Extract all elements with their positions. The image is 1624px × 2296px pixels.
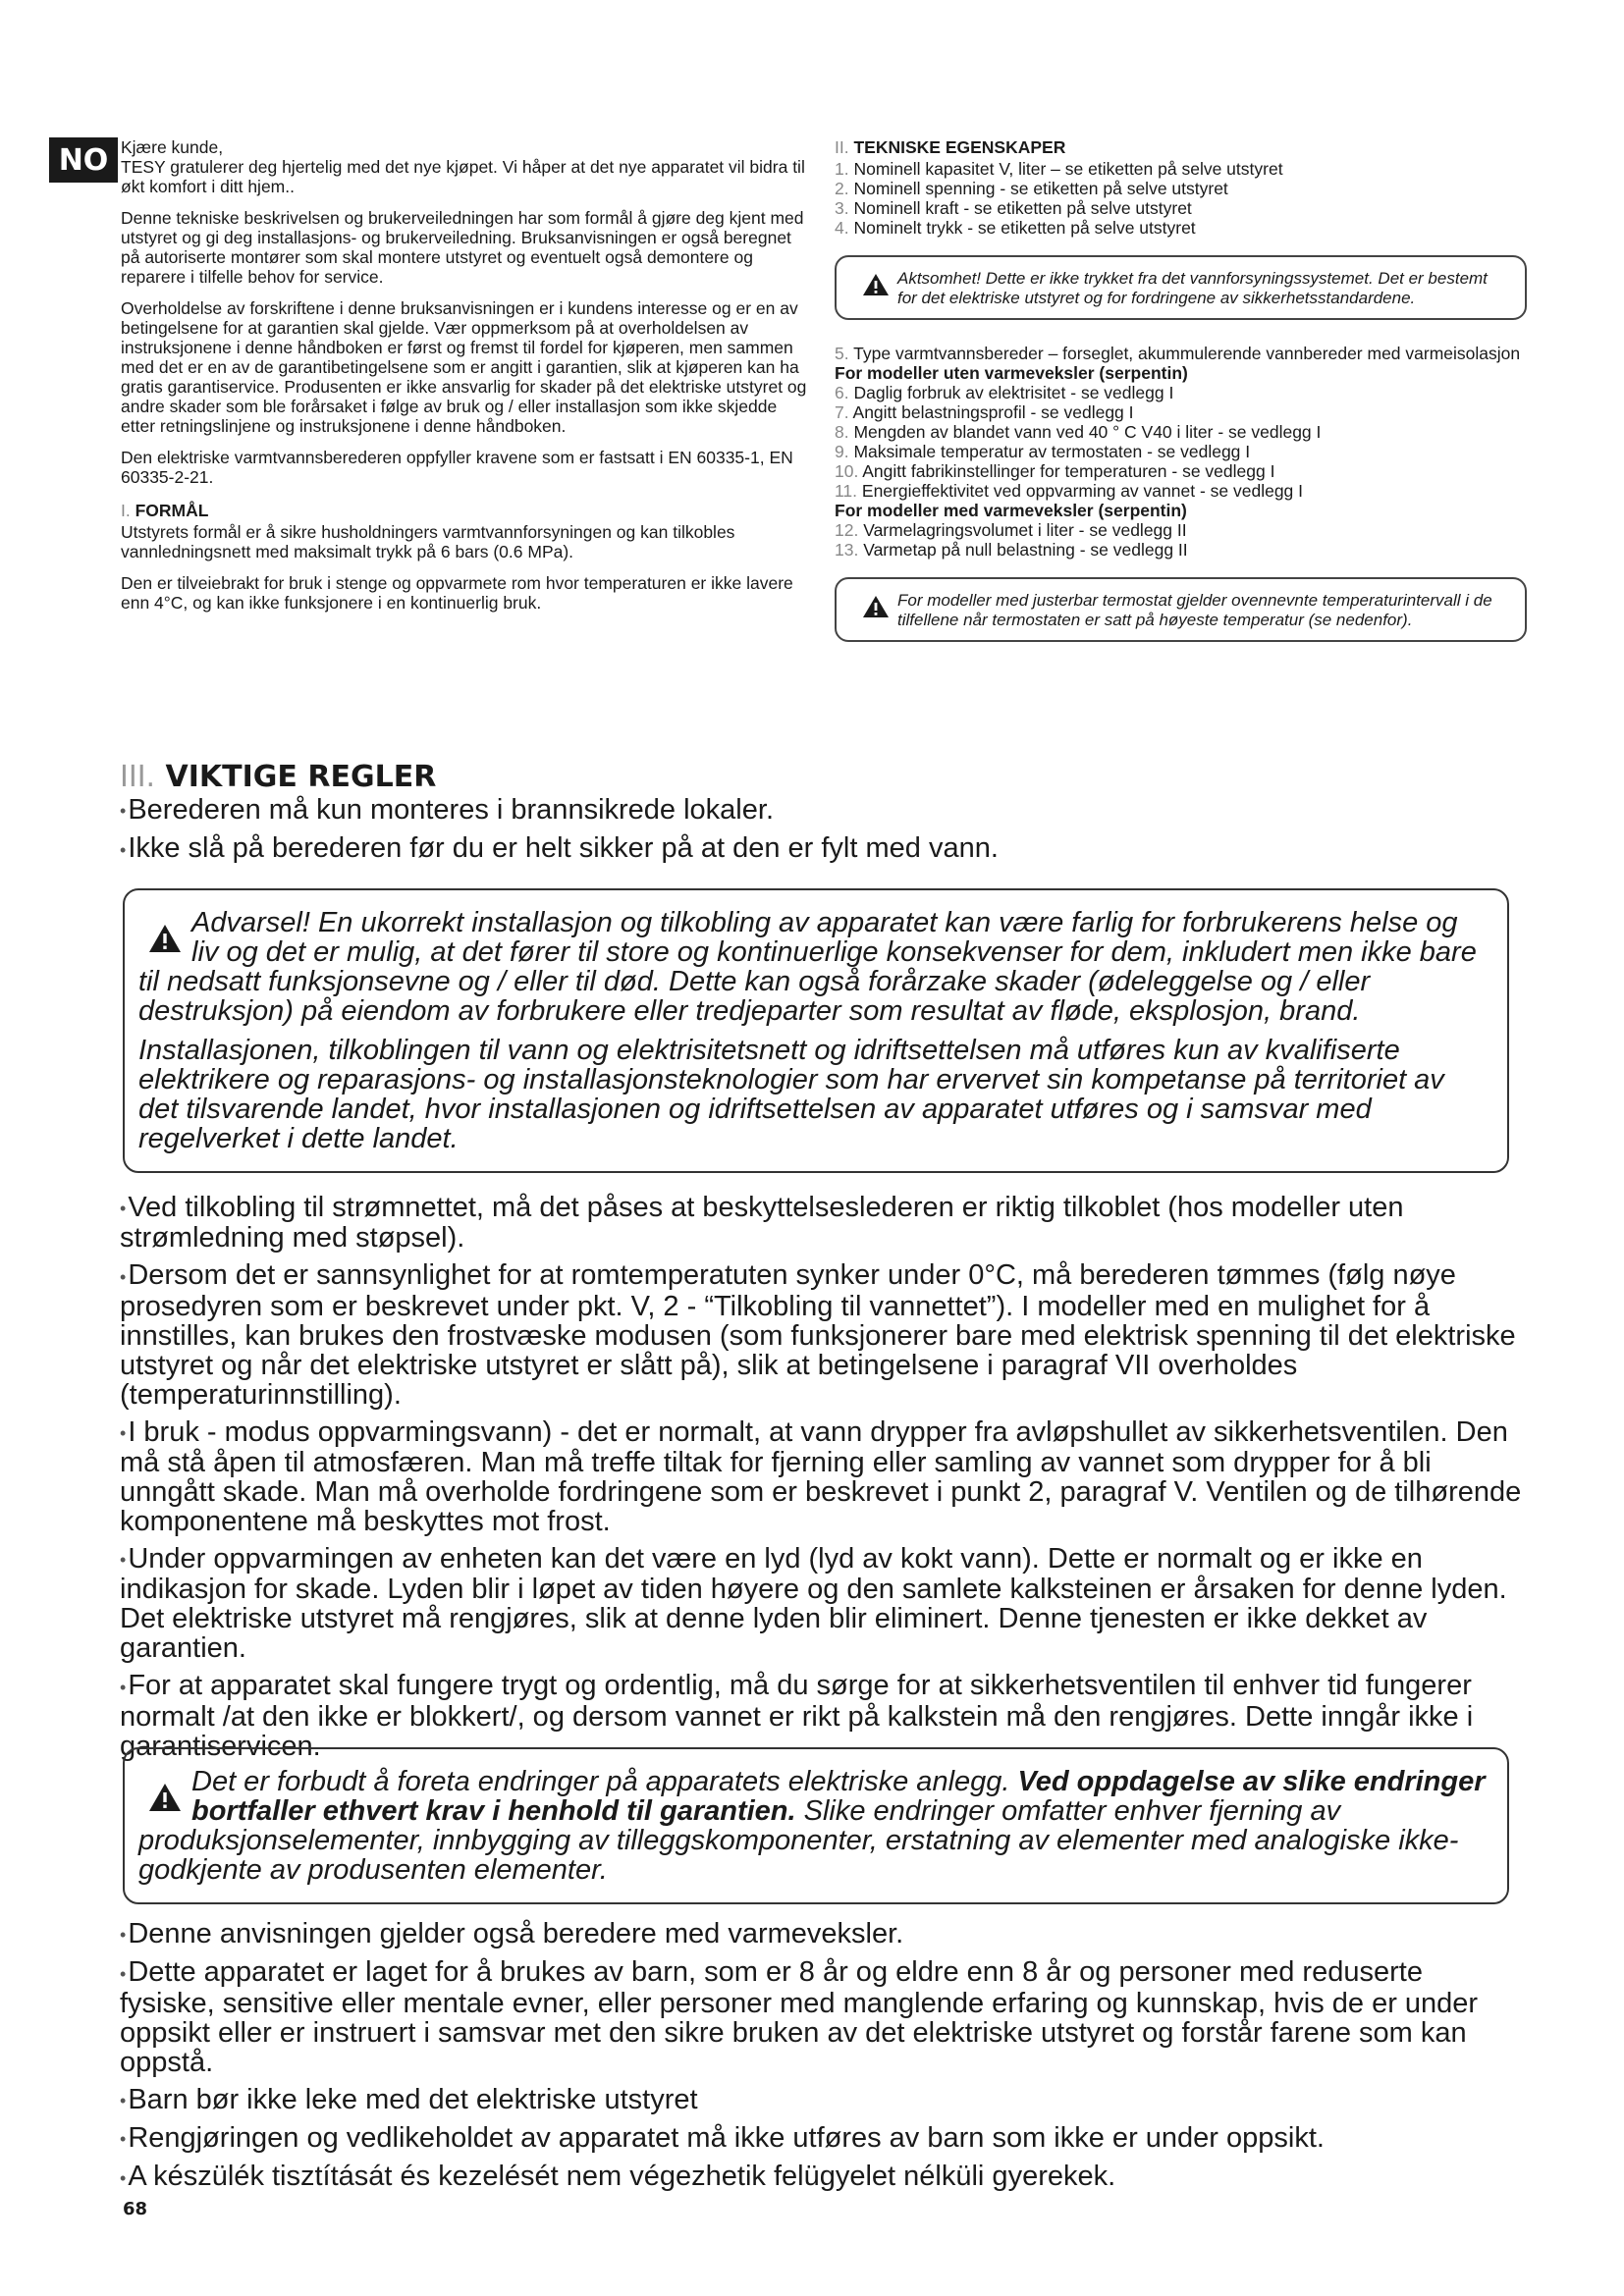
rule-dripping [120,1417,1524,1536]
section-number: III. [120,760,156,794]
warning-text: Advarsel! En ukorrekt installasjon og tilkobling av apparatet kan være farlig for forbrukerens helse og liv og det er mulig, at det fører til store og kontinuerlige konsekvenser for dem, inkludert men ikke bare til nedsatt funksjonsevne og / eller til død. Dette kan også forårzake skader (ødeleggelse og / eller destruksjon) på eiendom av forbrukere eller tredjeparter som resultat av fløde, eksplosjon, brand. [138,907,1477,1027]
list-item [835,461,1527,481]
rule-heat-exchanger [120,1919,1524,1949]
paragraph-usage-rooms: Den er tilveiebrakt for bruk i stenge og oppvarmete rom hvor temperaturen er ikke lavere enn 4°C, og kan ikke funksjonere i en kontinuerlig bruk. [121,573,793,613]
warning-icon [862,595,890,618]
paragraph-formal: Utstyrets formål er å sikre husholdningers varmtvannforsyningen og kan tilkobles vannledningsnett med maksimalt trykk på 6 bars (0.6 MPa). [121,522,735,561]
item-text: Maksimale temperatur av termostaten - se vedlegg I [853,442,1251,461]
item-number: 10. [835,461,859,481]
rule-text: A készülék tisztítását és kezelését nem végezhetik felügyelet nélküli gyerekek. [128,2161,1116,2193]
rule-filled [120,833,1524,864]
list-item [835,540,1527,560]
item-text: Nominell spenning - se etiketten på selve utstyret [853,179,1228,198]
section-number: I. [121,501,131,520]
item-text: Angitt fabrikinstellinger for temperaturen - se vedlegg I [862,461,1275,481]
item-number: 3. [835,198,849,218]
rule-text: Berederen må kun monteres i brannsikrede lokaler. [128,794,774,826]
warning-text-part: Det er forbudt å foreta endringer på apparatets elektriske anlegg. [191,1766,1018,1797]
rule-earthing [120,1193,1524,1253]
list-item [835,198,1527,218]
caution-text: Aktsomhet! Dette er ikke trykket fra det vannforsyningssystemet. Det er bestemt for det elektriske utstyret og for fordringene av sikkerhetsstandardene. [897,269,1488,307]
rule-text: Under oppvarmingen av enheten kan det være en lyd (lyd av kokt vann). Dette er normalt og er ikke en indikasjon for skade. Lyden blir i løpet av tiden høyere og den samlete kalksteinen er årsaken for denne lyden. Det elektriske utstyret må rengjøres, slik at denne lyden blir eliminert. Denne tjenesten er ikke dekket av garantien. [120,1543,1507,1665]
warning-text: Installasjonen, tilkoblingen til vann og elektrisitetsnett og idriftsettelsen må utføres kun av kvalifiserte elektrikere og reparasjons- og installasjonsteknologier som har ervervet sin kompetanse på territoriet av det tilsvarende landet, hvor installasjonen og idriftsettelsen av apparatet utføres og i samsvar med regelverket i dette landet. [138,1035,1444,1154]
rule-fireproof [120,795,1524,826]
item-number: 8. [835,422,849,442]
section-title: TEKNISKE EGENSKAPER [853,137,1066,157]
rule-text: Ikke slå på berederen før du er helt sikker på at den er fylt med vann. [128,832,999,865]
list-item [835,442,1527,461]
rule-text: Denne anvisningen gjelder også beredere med varmeveksler. [128,1918,904,1949]
rule-frost [120,1260,1524,1409]
item-text: Mengden av blandet vann ved 40 ° C V40 i liter - se vedlegg I [853,422,1322,442]
item-text: Daglig forbruk av elektrisitet - se vedlegg I [853,383,1174,402]
caution-text: For modeller med justerbar termostat gjelder ovennevnte temperaturintervall i de tilfellene når termostaten er satt på høyeste temperatur (se nedenfor). [897,591,1492,629]
item-text: Varmetap på null belastning - se vedlegg II [863,540,1188,560]
rule-children-use [120,1957,1524,2076]
rules-block-middle [120,1193,1524,1769]
section-heading-rules [120,760,436,794]
warning-text-part: Slike endringer omfatter enhver fjerning av produksjonselementer, innbygging av tilleggskomponenter, erstatning av elementer med analogiske ikke-godkjente av produsenten elementer. [138,1795,1459,1886]
section-title: FORMÅL [135,501,209,520]
item-number: 11. [835,481,858,501]
rule-text: Rengjøringen og vedlikeholdet av apparatet må ikke utføres av barn som ikke er under oppsikt. [128,2122,1325,2155]
item-number: 6. [835,383,849,402]
section-title: VIKTIGE REGLER [165,760,437,794]
item-text: Nominelt trykk - se etiketten på selve utstyret [853,218,1196,238]
page-number: 68 [123,2199,148,2219]
rule-text: Ved tilkobling til strømnettet, må det påses at beskyttelseslederen er riktig tilkoblet (hos modeller uten strømledning med støpsel). [120,1192,1404,1255]
list-item [835,179,1527,198]
warning-text [138,1767,1488,1885]
caution-box-pressure [835,255,1527,320]
item-text: Energieffektivitet ved oppvarming av vannet - se vedlegg I [861,481,1304,501]
item-number: 1. [835,159,849,179]
rule-text: For at apparatet skal fungere trygt og ordentlig, må du sørge for at sikkerhetsventilen til enhver tid fungerer normalt /at den ikke er blokkert/, og dersom vannet er rikt på kalkstein må den rengjøres. Dette inngår ikke i garantiservicen. [120,1670,1474,1762]
list-item [835,159,1527,179]
language-badge: NO [49,137,118,183]
warning-icon [148,924,182,953]
rule-text: Dette apparatet er laget for å brukes av barn, som er 8 år og eldre enn 8 år og personer med reduserte fysiske, sensitive eller mentale evner, eller personer med manglende erfaring og kunnskap, hvis de er under oppsikt eller er instruert i samsvar met den sikre bruken av det elektriske utstyret og forstår farene som kan oppstå. [120,1956,1479,2078]
subheading-without-exchanger: For modeller uten varmeveksler (serpentin) [835,363,1188,383]
paragraph-purpose-manual: Denne tekniske beskrivelsen og brukerveiledningen har som formål å gjøre deg kjent med utstyret og gi deg installasjons- og brukerveiledning. Bruksanvisningen er også beregnet på autoriserte montører som skal montere utstyret og eventuelt også demontere og reparere i tilfelle behov for service. [121,208,804,287]
list-item [835,344,1527,363]
rule-hungarian [120,2162,1524,2192]
rules-block-bottom [120,1919,1524,2201]
rule-children-play [120,2085,1524,2115]
item-number: 7. [835,402,849,422]
paragraph-warranty: Overholdelse av forskriftene i denne bruksanvisningen er i kundens interesse og er en av betingelsene for at garantien skal gjelde. Vær oppmerksom på at overholdelsen av instruksjonene i denne håndboken er først og fremst til fordel for kjøperen, men sammen med det er en av de garantibetingelsene som er angitt i garantien, slik at kjøperen kan ha gratis garantiservice. Produsenten er ikke ansvarlig for skader på det elektriske utstyret og andre skader som ble forårsaket i følge av bruk og / eller installasjon som ikke skjedde etter retningslinjene og instruksjonene i denne håndboken. [121,298,807,436]
list-item [835,422,1527,442]
list-item [835,218,1527,238]
list-item [835,520,1527,540]
item-number: 5. [835,344,849,363]
section-heading-technical [835,137,1527,157]
item-number: 4. [835,218,849,238]
item-number: 12. [835,520,859,540]
item-number: 2. [835,179,849,198]
warning-box-modifications [123,1747,1509,1904]
rule-text: I bruk - modus oppvarmingsvann) - det er normalt, at vann drypper fra avløpshullet av sikkerhetsventilen. Den må stå åpen til atmosfæren. Man må treffe tiltak for fjerning eller samling av vannet som drypper for å bli unngått skade. Man må overholde fordringene som er beskrevet i punkt 2, paragraf V. Ventilen og de tilhørende komponentene må beskyttes mot frost. [120,1415,1522,1538]
item-text: Nominell kapasitet V, liter – se etiketten på selve utstyret [853,159,1283,179]
list-item [835,383,1527,402]
item-number: 9. [835,442,849,461]
intro-column [121,137,808,624]
rule-text: Dersom det er sannsynlighet for at romtemperatuten synker under 0°C, må berederen tømmes (følg nøye prosedyren som er beskrevet under pkt. V, 2 - “Tilkobling til vannettet”). I modeller med en mulighet for å innstilles, kan brukes den frostvæske modusen (som funksjonerer bare med elektrisk spenning til det elektriske utstyret og når det elektriske utstyret er slått på), slik at betingelsene i paragraf VII overholdes (temperaturinnstilling). [120,1259,1516,1411]
rule-cleaning [120,2123,1524,2154]
technical-column [835,137,1527,660]
greeting: Kjære kunde, [121,137,224,157]
item-text: Type varmtvannsbereder – forseglet, akummulerende vannbereder med varmeisolasjon [853,344,1521,363]
item-text: Nominell kraft - se etiketten på selve utstyret [853,198,1192,218]
intro-text: TESY gratulerer deg hjertelig med det nye kjøpet. Vi håper at det nye apparatet vil bidra til økt komfort i ditt hjem.. [121,157,805,196]
warning-icon [148,1783,182,1812]
item-number: 13. [835,540,859,560]
section-number: II. [835,137,849,157]
list-item [835,402,1527,422]
item-text: Angitt belastningsprofil - se vedlegg I [852,402,1134,422]
warning-box-installation [123,888,1509,1173]
item-text: Varmelagringsvolumet i liter - se vedlegg II [863,520,1187,540]
section-heading-formal [121,501,808,520]
warning-text-bold: Ved oppdagelse av slike endringer bortfaller ethvert krav i henhold til garantien. [191,1766,1486,1827]
paragraph-standards: Den elektriske varmtvannsberederen oppfyller kravene som er fastsatt i EN 60335-1, EN 60335-2-21. [121,448,793,487]
rule-text: Barn bør ikke leke med det elektriske utstyret [128,2083,698,2115]
rule-noise [120,1544,1524,1663]
rules-block-top [120,795,1524,873]
list-item [835,481,1527,501]
subheading-with-exchanger: For modeller med varmeveksler (serpentin) [835,501,1187,520]
caution-box-thermostat [835,577,1527,642]
warning-icon [862,273,890,296]
